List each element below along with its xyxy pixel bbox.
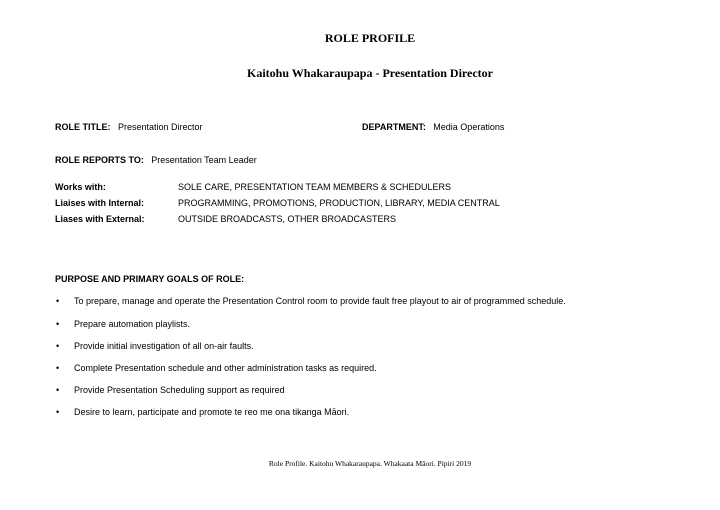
list-item-text: To prepare, manage and operate the Presentation Control room to provide fault free playout to air of programmed schedule. — [74, 296, 566, 306]
list-item-text: Complete Presentation schedule and other administration tasks as required. — [74, 363, 377, 373]
list-item — [56, 407, 349, 417]
relation-label: Liaises with Internal: — [55, 198, 145, 208]
list-item — [56, 363, 377, 373]
department-value: Media Operations — [433, 122, 505, 132]
list-item — [56, 296, 566, 306]
bullet-icon: • — [56, 363, 60, 373]
list-item-text: Desire to learn, participate and promote te reo me ona tikanga Māori. — [74, 407, 350, 417]
relation-label: Liases with External: — [55, 214, 145, 224]
reports-to-row — [55, 150, 257, 168]
reports-to-label: ROLE REPORTS TO: — [55, 155, 144, 165]
bullet-icon: • — [56, 385, 60, 395]
reports-to-value: Presentation Team Leader — [151, 155, 257, 165]
bullet-icon: • — [56, 319, 60, 329]
list-item — [56, 319, 190, 329]
list-item — [56, 385, 285, 395]
department-label: DEPARTMENT: — [362, 122, 426, 132]
bullet-icon: • — [56, 407, 60, 417]
role-title-label: ROLE TITLE: — [55, 122, 111, 132]
document-title: ROLE PROFILE — [324, 31, 416, 45]
list-item — [56, 341, 254, 351]
department-row — [362, 117, 504, 135]
role-title-value: Presentation Director — [117, 122, 203, 132]
list-item-text: Provide initial investigation of all on-air faults. — [74, 341, 254, 351]
relation-value: SOLE CARE, PRESENTATION TEAM MEMBERS & SCHEDULERS — [178, 182, 452, 192]
page-footer: Role Profile. Kaitohu Whakaraupapa. Whakaata Māori. Pipiri 2019 — [268, 459, 472, 468]
relation-value: OUTSIDE BROADCASTS, OTHER BROADCASTERS — [178, 214, 397, 224]
bullet-icon: • — [56, 296, 60, 306]
list-item-text: Prepare automation playlists. — [74, 319, 191, 329]
purpose-heading: PURPOSE AND PRIMARY GOALS OF ROLE: — [55, 274, 245, 284]
list-item-text: Provide Presentation Scheduling support as required — [74, 385, 285, 395]
bullet-icon: • — [56, 341, 60, 351]
relation-value: PROGRAMMING, PROMOTIONS, PRODUCTION, LIBRARY, MEDIA CENTRAL — [178, 198, 500, 208]
relation-label: Works with: — [55, 182, 106, 192]
role-title-row — [55, 117, 203, 135]
document-subtitle: Kaitohu Whakaraupapa - Presentation Director — [246, 66, 493, 80]
